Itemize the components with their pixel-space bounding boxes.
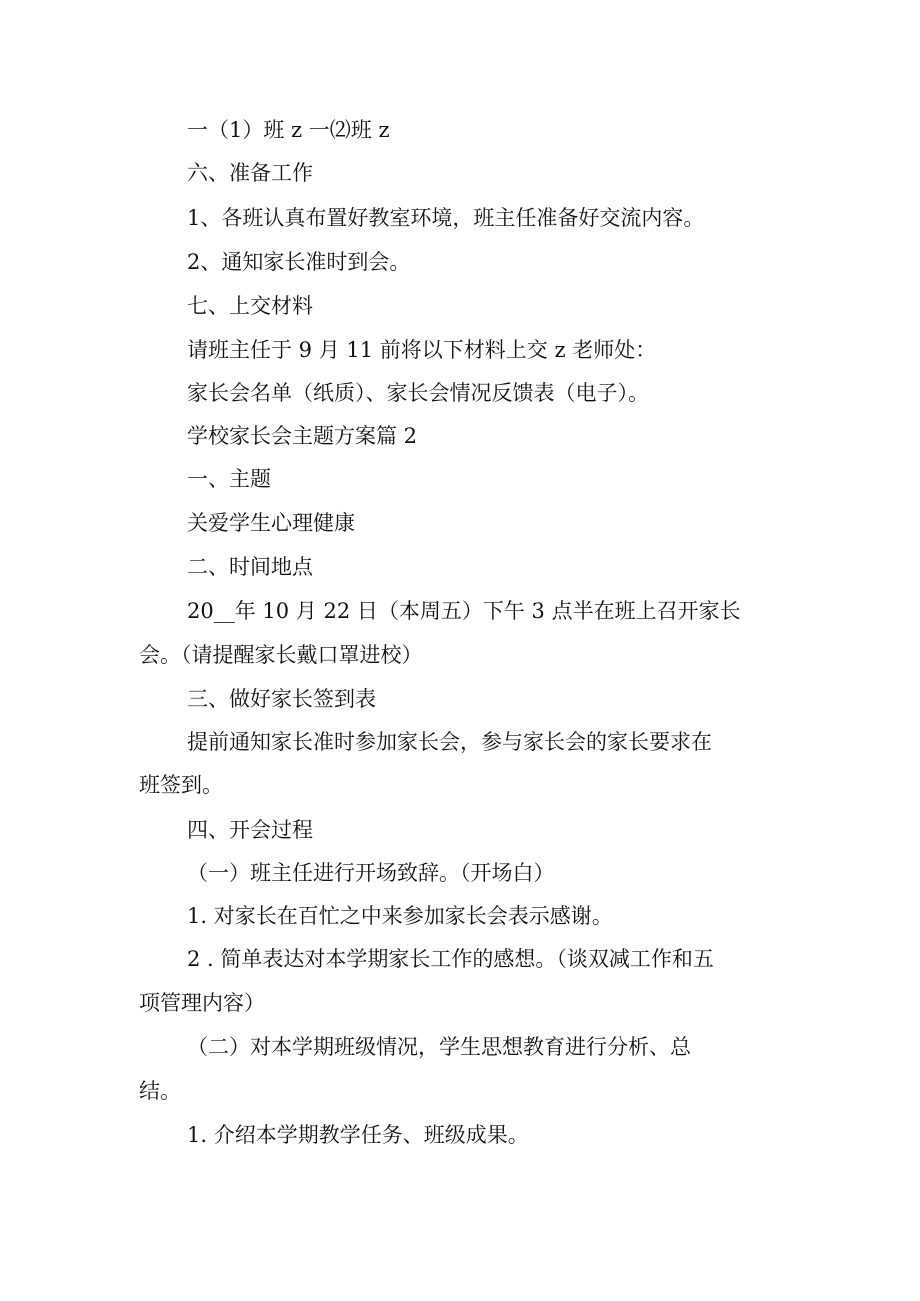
section-heading: 四、开会过程	[187, 818, 313, 842]
section-heading: 二、时间地点	[187, 555, 313, 579]
section-heading: 六、准备工作	[187, 161, 313, 185]
text-line: 结。	[139, 1079, 181, 1103]
subsection-heading: （一）班主任进行开场致辞。（开场白）	[187, 861, 555, 885]
text-line: 一（1）班 z 一⑵班 z	[187, 118, 390, 142]
text-line: 1、各班认真布置好教室环境，班主任准备好交流内容。	[187, 206, 705, 230]
text-line: 提前通知家长准时参加家长会，参与家长会的家长要求在	[187, 730, 712, 754]
text-line: 会。（请提醒家长戴口罩进校）	[139, 643, 423, 667]
text-line: 1. 对家长在百忙之中来参加家长会表示感谢。	[187, 904, 613, 928]
text-line: 班签到。	[139, 773, 223, 797]
text-line: 请班主任于 9 月 11 前将以下材料上交 z 老师处：	[187, 338, 657, 362]
section-heading: 三、做好家长签到表	[187, 687, 376, 711]
text-line: 20__年 10 月 22 日（本周五）下午 3 点半在班上召开家长	[187, 599, 741, 623]
text-line: 2 . 简单表达对本学期家长工作的感想。（谈双减工作和五	[187, 947, 714, 971]
text-line: 项管理内容）	[139, 991, 265, 1015]
text-line: 关爱学生心理健康	[187, 511, 355, 535]
text-line: 2、通知家长准时到会。	[187, 250, 411, 274]
section-heading: 七、上交材料	[187, 294, 313, 318]
subsection-heading: （二）对本学期班级情况，学生思想教育进行分析、总	[187, 1035, 691, 1059]
section-heading: 一、主题	[187, 467, 271, 491]
text-line: 家长会名单（纸质）、家长会情况反馈表（电子）。	[187, 381, 649, 405]
document-subtitle: 学校家长会主题方案篇 2	[187, 424, 418, 448]
text-line: 1. 介绍本学期教学任务、班级成果。	[187, 1123, 529, 1147]
